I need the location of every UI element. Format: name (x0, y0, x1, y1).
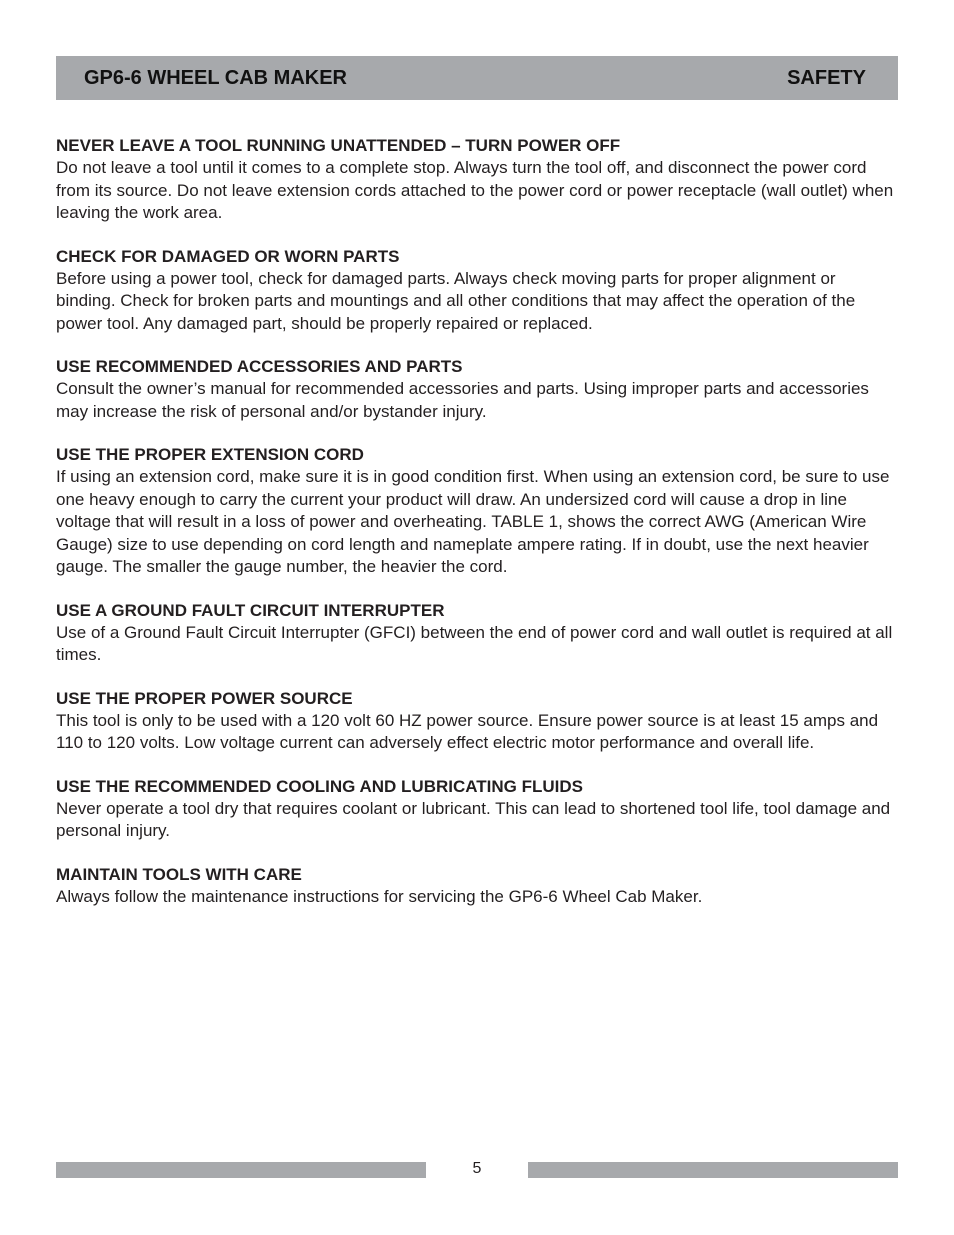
safety-section-gfci (56, 600, 898, 667)
section-heading: USE RECOMMENDED ACCESSORIES AND PARTS (56, 357, 463, 376)
header-bar (56, 56, 898, 100)
section-body: This tool is only to be used with a 120 volt 60 HZ power source. Ensure power source is at least 15 amps and 110 to 120 volts. Low voltage current can adversely effect electric motor performance and overall life. (56, 710, 879, 752)
section-heading: MAINTAIN TOOLS WITH CARE (56, 864, 302, 884)
section-body: Never operate a tool dry that requires coolant or lubricant. This can lead to shortened tool life, tool damage and personal injury. (56, 798, 891, 840)
safety-section-power-source (56, 688, 898, 755)
section-body: Do not leave a tool until it comes to a complete stop. Always turn the tool off, and disconnect the power cord from its source. Do not leave extension cords attached to the power cord or power receptacle (wall outlet) when leaving the work area. (56, 158, 894, 222)
section-heading: USE THE PROPER EXTENSION CORD (56, 445, 364, 464)
safety-section-turn-power-off (56, 135, 898, 225)
section-body: Use of a Ground Fault Circuit Interrupter (GFCI) between the end of power cord and wall outlet is required at all times. (56, 622, 893, 664)
document-title: GP6-6 WHEEL CAB MAKER (84, 66, 347, 89)
section-title: SAFETY (787, 66, 866, 89)
section-heading: NEVER LEAVE A TOOL RUNNING UNATTENDED – TURN POWER OFF (56, 136, 621, 155)
footer-bar-right (528, 1162, 898, 1178)
section-heading: USE THE RECOMMENDED COOLING AND LUBRICATING FLUIDS (56, 776, 583, 796)
safety-section-cooling-fluids (56, 776, 898, 843)
section-heading: USE A GROUND FAULT CIRCUIT INTERRUPTER (56, 600, 445, 620)
section-body: Before using a power tool, check for damaged parts. Always check moving parts for proper alignment or binding. Check for broken parts and mountings and all other conditions that may affect the operation of the power tool. Any damaged part, should be properly repaired or replaced. (56, 268, 856, 333)
page-number: 5 (472, 1160, 482, 1177)
safety-section-maintain-tools (56, 864, 898, 909)
safety-content (56, 135, 898, 929)
safety-section-extension-cord (56, 444, 898, 579)
safety-section-damaged-parts (56, 246, 898, 336)
section-heading: CHECK FOR DAMAGED OR WORN PARTS (56, 246, 400, 266)
safety-section-accessories (56, 356, 898, 423)
section-body: Consult the owner’s manual for recommended accessories and parts. Using improper parts and accessories may increase the risk of personal and/or bystander injury. (56, 379, 869, 421)
section-body: Always follow the maintenance instructions for servicing the GP6-6 Wheel Cab Maker. (56, 886, 703, 906)
section-body: If using an extension cord, make sure it is in good condition first. When using an extension cord, be sure to use one heavy enough to carry the current your product will draw. An undersized cord will cause a drop in line voltage that will result in a loss of power and overheating. TABLE 1, shows the correct AWG (American Wire Gauge) size to use depending on cord length and nameplate ampere rating. If in doubt, use the next heavier gauge. The smaller the gauge number, the heavier the cord. (56, 467, 890, 576)
footer-bar-left (56, 1162, 426, 1178)
section-heading: USE THE PROPER POWER SOURCE (56, 688, 353, 708)
